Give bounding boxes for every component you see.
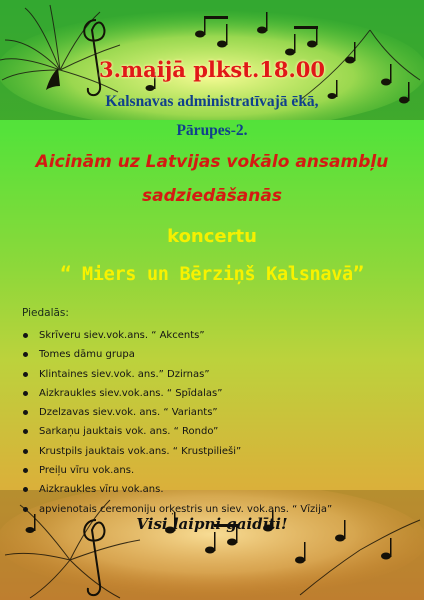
list-item: Aizkraukles siev.vok.ans. “ Spīdalas” — [22, 384, 332, 403]
participants-label: Piedalās: — [22, 307, 69, 319]
list-item: Aizkraukles vīru vok.ans. — [22, 480, 332, 499]
venue-line-2: Pārupes-2. — [176, 122, 248, 139]
list-item: Skrīveru siev.vok.ans. “ Akcents” — [22, 326, 332, 345]
invite-line-2: sadziedāšanās — [142, 186, 282, 206]
invite-line-1: Aicinām uz Latvijas vokālo ansambļu — [35, 152, 389, 172]
concert-name: “ Miers un Bērziņš Kalsnavā” — [60, 264, 364, 285]
list-item: apvienotais ceremoniju orķestris un siev. vok.ans. “ Vīzija” — [22, 500, 332, 519]
list-item: Dzelzavas siev.vok. ans. “ Variants” — [22, 403, 332, 422]
list-item: Tomes dāmu grupa — [22, 345, 332, 364]
list-item: Krustpils jauktais vok.ans. “ Krustpilieši” — [22, 442, 332, 461]
participants-list — [22, 326, 332, 519]
list-item: Sarkaņu jauktais vok. ans. “ Rondo” — [22, 422, 332, 441]
concert-word: koncertu — [167, 226, 257, 247]
list-item: Preiļu vīru vok.ans. — [22, 461, 332, 480]
event-date-time: 3.maijā plkst.18.00 — [98, 57, 326, 82]
list-item: Klintaines siev.vok. ans.” Dzirnas” — [22, 365, 332, 384]
welcome-text: Visi laipni gaidīti! — [136, 515, 288, 533]
venue-line-1: Kalsnavas administratīvajā ēkā, — [105, 93, 319, 110]
